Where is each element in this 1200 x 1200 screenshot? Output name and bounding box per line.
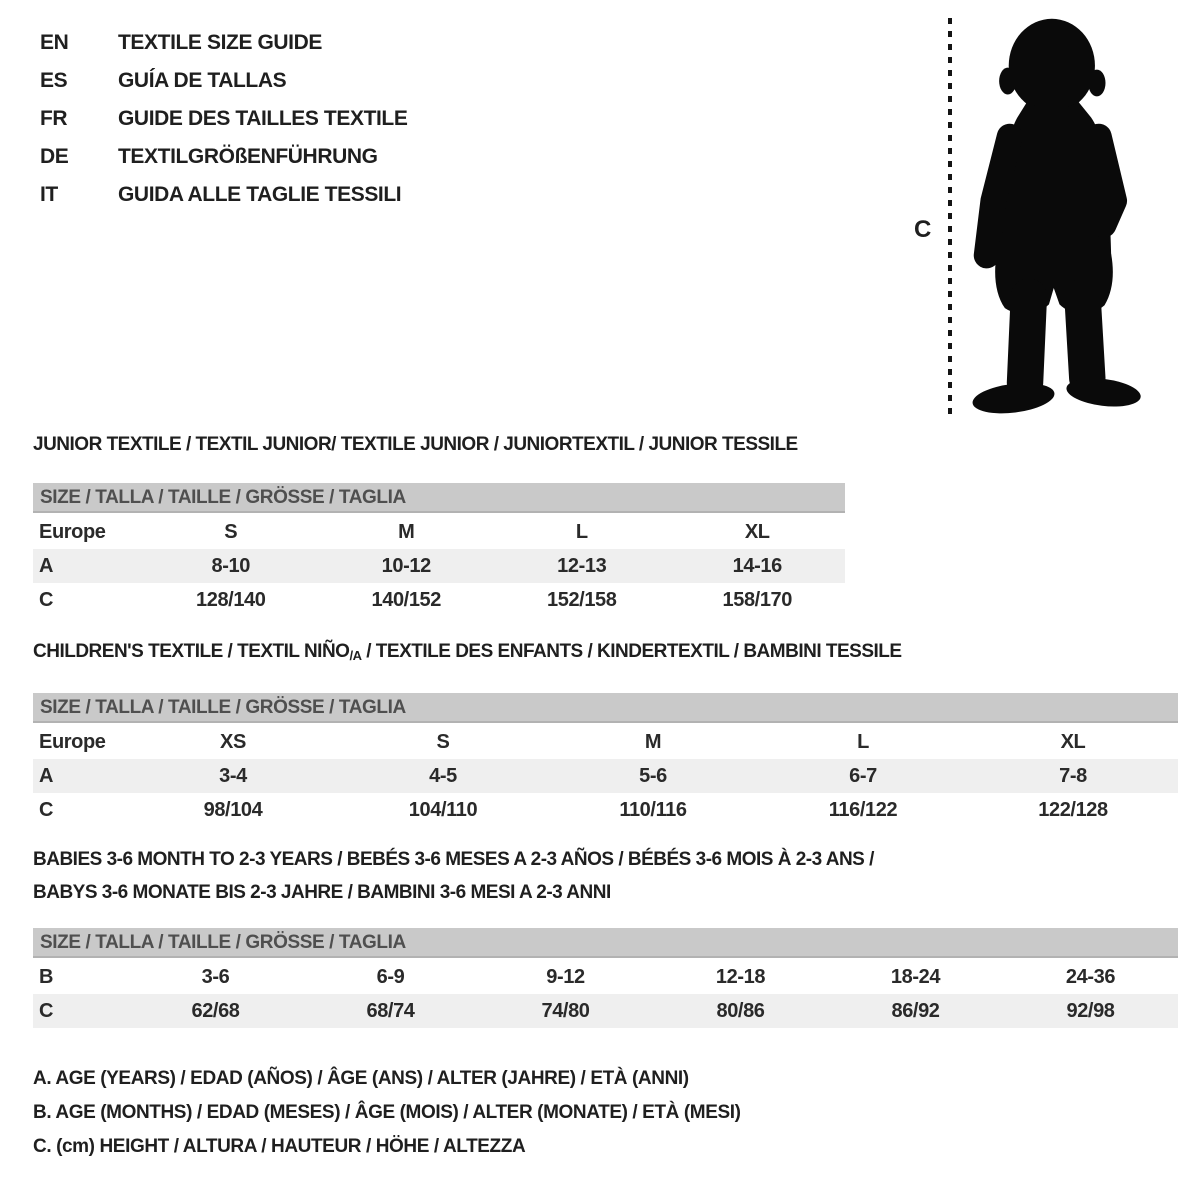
height-measure-dashed-line [948,18,952,418]
table-row [33,725,1178,759]
table-cell: 6-7 [849,764,877,787]
guide-title: TEXTILE SIZE GUIDE [118,31,322,54]
table-cell: 158/170 [722,588,792,611]
table-cell: L [575,520,588,543]
table-cell: 24-36 [1065,965,1116,988]
table-cell: 140/152 [371,588,441,611]
junior-section-title: JUNIOR TEXTILE / TEXTIL JUNIOR/ TEXTILE JUNIOR / JUNIORTEXTIL / JUNIOR TESSILE [33,434,798,455]
language-code: EN [40,31,69,54]
table-row [33,994,1178,1028]
table-cell: 5-6 [639,764,667,787]
guide-title: GUIDA ALLE TAGLIE TESSILI [118,183,402,206]
table-cell: 122/128 [1038,798,1108,821]
table-cell: 110/116 [619,798,687,821]
table-row [33,759,1178,793]
row-label: B [39,965,54,988]
table-cell: 92/98 [1066,999,1115,1022]
babies-section-title [33,843,1178,909]
table-row [33,549,845,583]
table-cell: 74/80 [541,999,590,1022]
babies-textile-section [33,843,1178,1028]
table-cell: 152/158 [547,588,617,611]
table-cell: 12-18 [715,965,766,988]
language-code: FR [40,107,68,130]
table-cell: 8-10 [211,554,250,577]
table-cell: M [644,730,662,753]
table-cell: L [857,730,869,753]
height-figure [900,10,1180,430]
guide-title: GUIDE DES TAILLES TEXTILE [118,107,408,130]
babies-title-line2: BABYS 3-6 MONATE BIS 2-3 JAHRE / BAMBINI 3-6 MESI A 2-3 ANNI [33,882,611,903]
table-cell: 86/92 [891,999,940,1022]
height-label-c: C [914,216,932,243]
table-cell: XS [220,730,246,753]
table-cell: XL [744,520,770,543]
children-title-post: / TEXTILE DES ENFANTS / KINDERTEXTIL / BAMBINI TESSILE [361,641,902,662]
guide-title: TEXTILGRÖßENFÜHRUNG [118,145,378,168]
table-cell: 6-9 [376,965,405,988]
table-cell: S [436,730,450,753]
junior-size-table [33,515,845,617]
row-label: C [39,588,54,611]
language-row [40,176,407,214]
table-cell: 14-16 [732,554,782,577]
babies-size-table [33,960,1178,1028]
table-cell: 4-5 [429,764,457,787]
table-cell: XL [1060,730,1086,753]
table-cell: 3-4 [219,764,247,787]
table-cell: 128/140 [196,588,266,611]
legend-line-a: A. AGE (YEARS) / EDAD (AÑOS) / ÂGE (ANS) / ALTER (JAHRE) / ETÀ (ANNI) [33,1068,689,1089]
table-cell: S [224,520,238,543]
row-label: C [39,999,54,1022]
table-cell: 116/122 [828,798,898,821]
table-row [33,793,1178,827]
row-label: A [39,764,54,787]
language-code: ES [40,69,68,92]
language-code: DE [40,145,69,168]
language-row [40,62,407,100]
babies-size-header-band: SIZE / TALLA / TAILLE / GRÖSSE / TAGLIA [33,928,1178,958]
children-title-sub: /A [349,648,362,663]
legend-line-c: C. (cm) HEIGHT / ALTURA / HAUTEUR / HÖHE / ALTEZZA [33,1136,526,1157]
row-label: C [39,798,54,821]
children-textile-section [33,641,1178,827]
table-cell: 12-13 [557,554,607,577]
table-cell: 62/68 [191,999,240,1022]
row-label: A [39,554,54,577]
children-size-table [33,725,1178,827]
table-cell: 3-6 [201,965,230,988]
row-label: Europe [39,520,106,543]
table-cell: M [398,520,415,543]
table-cell: 104/110 [408,798,478,821]
language-row [40,138,407,176]
children-title-pre: CHILDREN'S TEXTILE / TEXTIL NIÑO [33,641,350,662]
table-cell: 7-8 [1059,764,1087,787]
junior-size-header-band: SIZE / TALLA / TAILLE / GRÖSSE / TAGLIA [33,483,845,513]
table-cell: 9-12 [546,965,585,988]
junior-textile-section [33,434,845,617]
babies-title-line1: BABIES 3-6 MONTH TO 2-3 YEARS / BEBÉS 3-6 MESES A 2-3 AÑOS / BÉBÉS 3-6 MOIS À 2-3 ANS / [33,849,874,870]
language-code: IT [40,183,58,206]
table-cell: 18-24 [890,965,941,988]
guide-title: GUÍA DE TALLAS [118,69,287,92]
children-size-header-band: SIZE / TALLA / TAILLE / GRÖSSE / TAGLIA [33,693,1178,723]
toddler-silhouette-icon [962,14,1157,426]
table-cell: 10-12 [381,554,431,577]
table-row [33,960,1178,994]
table-row [33,583,845,617]
table-cell: 68/74 [366,999,415,1022]
measurement-legend [33,1062,741,1164]
table-cell: 80/86 [716,999,765,1022]
table-cell: 98/104 [203,798,263,821]
legend-line-b: B. AGE (MONTHS) / EDAD (MESES) / ÂGE (MOIS) / ALTER (MONATE) / ETÀ (MESI) [33,1102,741,1123]
language-row [40,24,407,62]
row-label: Europe [39,730,106,753]
language-row [40,100,407,138]
language-title-list [40,24,407,214]
children-section-title [33,641,1178,667]
table-row [33,515,845,549]
